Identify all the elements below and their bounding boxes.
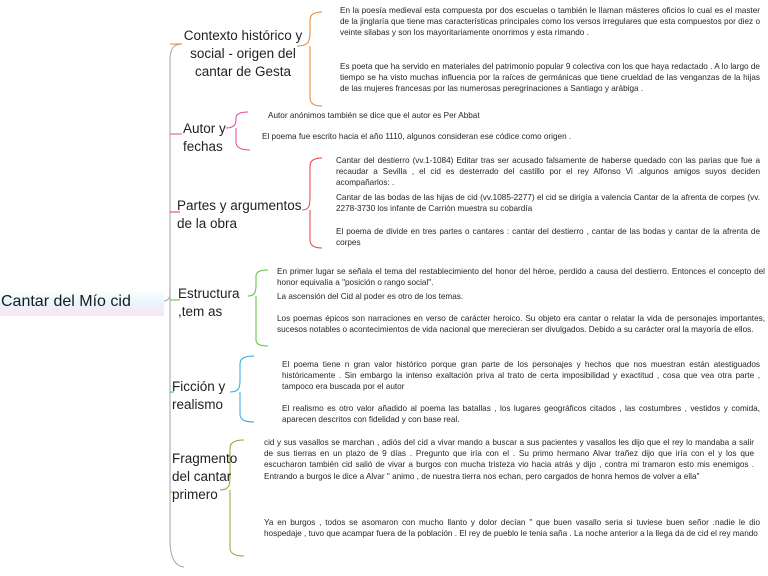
root-node: Cantar del Mío cid <box>0 290 164 316</box>
branch-estructura: Estructura ,tem as <box>178 286 240 319</box>
branch-contexto: Contexto histórico y social - origen del cantar de Gesta <box>183 28 303 79</box>
brace-ficcion <box>230 356 254 422</box>
leaf-partes-2: Cantar de las bodas de las hijas de cid (vv.1085-2277) el cid se dirigía a valencia Cantar de la afrenta de corpes (vv. 2278-3730 los infante de Carrión muestra su cobardía <box>336 193 760 214</box>
branch-fragmento: Fragmento del cantar primero <box>172 451 238 502</box>
brace-partes <box>302 158 322 248</box>
leaf-autor-1: Autor anónimos también se dice que el autor es Per Abbat <box>268 111 480 120</box>
leaf-ficcion-1: El poema tiene n gran valor histórico porque gran parte de los personajes y hechos que nos muestran están atestiguados históricamente . Sin embargo la intenso exaltación priva al trato de certa imposibilidad y exactitud , cosa que vea otra parte , tampoco era buscada por el autor <box>282 360 760 392</box>
brace-estructura <box>248 270 268 346</box>
leaf-estructura-2: La ascensión del Cid al poder es otro de los temas. <box>277 292 464 301</box>
leaf-partes-3: El poema de divide en tres partes o cantares : cantar del destierro , cantar de las bodas y cantar de la afrenta de corpes <box>336 227 760 248</box>
leaf-fragmento-2: Ya en burgos , todos se asomaron con mucho llanto y dolor decían " que buen vasallo seria si tuviese buen señor .nadie le dio hospedaje , tuvo que acampar fuera de la población . El rey de pueblo le tenia saña . La noche anterior a la llega da de cid el rey mando <box>264 518 760 539</box>
leaf-partes-1: Cantar del destierro (vv.1-1084) Editar tras ser acusado falsamente de haberse quedado con las parias que fue a recaudar a Sevilla , el cid es desterrado del castillo por el rey Alfonso Vi .algunos amigos suyos deciden acompañarlos: . <box>336 156 760 188</box>
leaf-contexto-1: En la poesía medieval esta compuesta por dos escuelas o también le llaman másteres oficios lo cual es el master de la jinglaría que tiene mas características principales como los versos irregulares que esta compuestos por diez o veinte silabas y son los mayoritariamente onorrimos y esta rimando . <box>340 6 760 38</box>
branch-ficcion: Ficción y realismo <box>172 379 226 412</box>
leaf-estructura-1: En primer lugar se señala el tema del restablecimiento del honor del héroe, perdido a causa del destierro. Entonces el concepto del honor equivalía a "posición o rango social". <box>277 267 765 288</box>
leaf-autor-2: El poema fue escrito hacia el año 1110, algunos consideran ese códice como origen . <box>262 132 572 141</box>
leaf-ficcion-2: El realismo es otro valor añadido al poema las batallas , los lugares geográficos citados , las costumbres , vestidos y comida, aparecen descritos con fidelidad y con base real. <box>282 404 760 425</box>
branch-partes: Partes y argumentos de la obra <box>177 198 302 231</box>
leaf-contexto-2: Es poeta que ha servido en materiales del patrimonio popular 9 colectiva con los que haya redactado . A lo largo de tiempo se ha visto muchas influencia por la raíces de germánicas que tiene crueldad de las venganzas de la hijas de las mujeres francesas por las numerosas peregrinaciones a Santiago y arábiga . <box>340 62 760 94</box>
leaf-fragmento-1: cid y sus vasallos se marchan , adiós del cid a vivar mando a buscar a sus pacientes y vasallos les dijo que el rey lo mandaba a salir de sus tierras en un plazo de 9 días . Pregunto que iría con el . Su primo hermano Alvar trañez dijo que iría con el y los que escucharon también cid salió de vivar a burgos con mucha tristeza vio hacia atrás y dijo , contra mi tramaron esto mis enemigos . Entrando a burgos le dice a Alvar " animo , de nuestra tierra nos echan, pero cargados de honra hemos de volver a ella" <box>264 438 754 481</box>
branch-autor: Autor y fechas <box>183 121 226 154</box>
leaf-estructura-3: Los poemas épicos son narraciones en verso de carácter heroico. Su objeto era cantar o relatar la vida de personajes importantes, sucesos notables o acontecimientos de vida nacional que merecieran ser divulgados. Debido a su carácter oral la mayoría de ellos. <box>277 314 765 335</box>
